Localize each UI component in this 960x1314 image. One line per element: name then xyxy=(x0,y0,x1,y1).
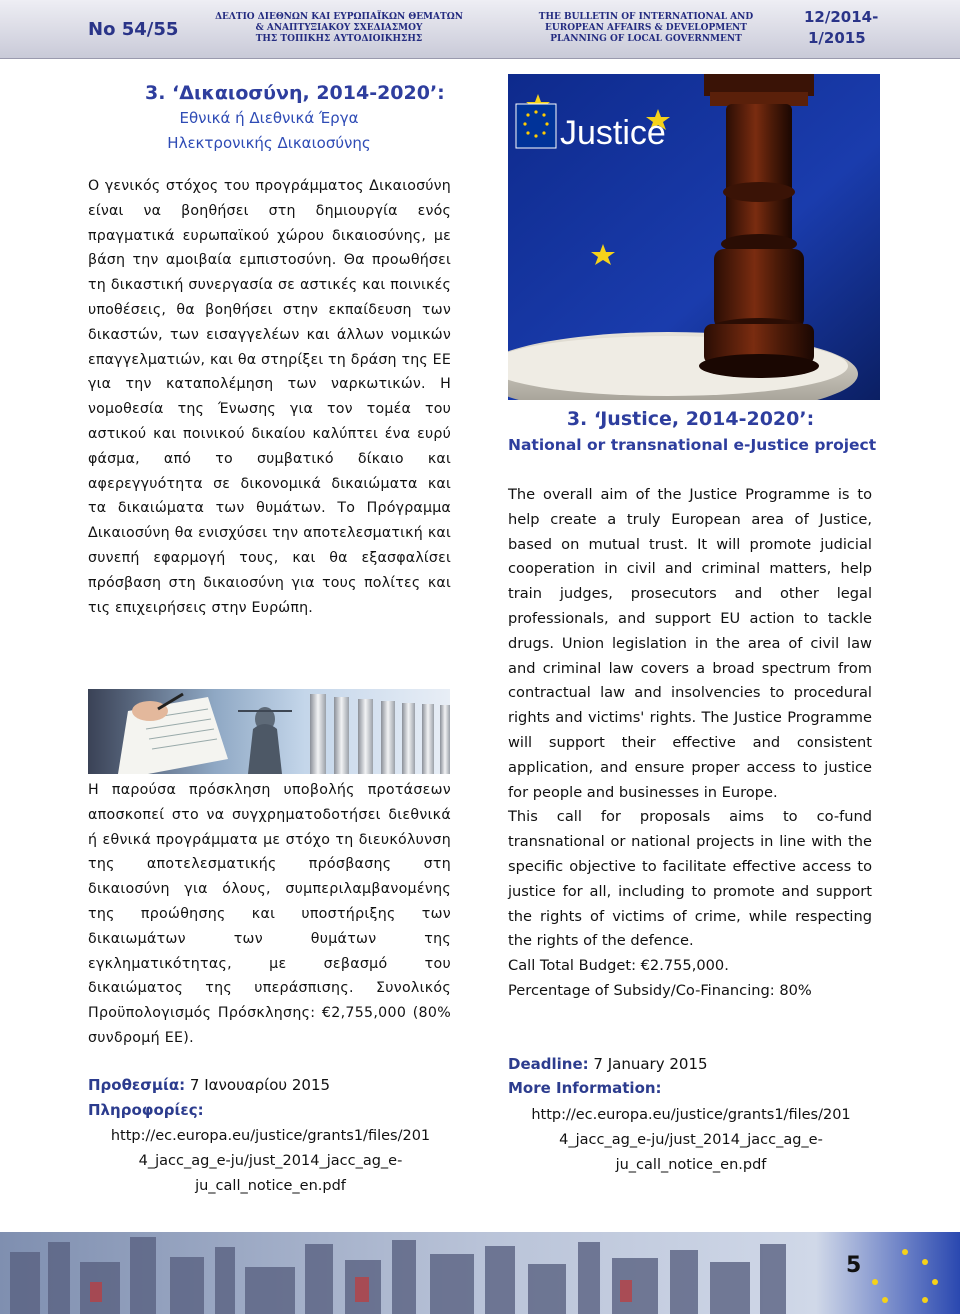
deadline-value: 7 Ιανουαρίου 2015 xyxy=(189,1076,331,1094)
bulletin-title-greek xyxy=(214,12,464,45)
justice-gavel-photo xyxy=(508,74,880,400)
greek-article-subtitle: Ηλεκτρονικής Δικαιοσύνης xyxy=(167,134,371,152)
bulletin-title-english-line: THE BULLETIN OF INTERNATIONAL AND xyxy=(538,12,754,22)
english-deadline xyxy=(508,1055,708,1073)
link-line[interactable]: ju_call_notice_en.pdf xyxy=(195,1178,346,1194)
page-number: 5 xyxy=(846,1253,862,1278)
gavel-illustration xyxy=(508,74,880,400)
justice-columns-illustration xyxy=(88,689,450,774)
greek-body-paragraph: Ο γενικός στόχος του προγράμματος Δικαιοσύνη είναι να βοηθήσει στη δημιουργία ενός πραγματικά ευρωπαϊκού χώρου δικαιοσύνης, με βάση την αμοιβαία εμπιστοσύνη. Θα προωθήσει τη δικαστική συνεργασία σε αστικές και ποινικές υποθέσεις, θα βοηθήσει στην εκπαίδευση των δικαστών, των εισαγγελέων και άλλων νομικών επαγγελματιών, και θα στηρίξει τη δράση της ΕΕ για την καταπολέμηση των ναρκωτικών. Η νομοθεσία της Ένωσης για τον τομέα του αστικού και ποινικού δικαίου καλύπτει ένα ευρύ φάσμα, από το συμβατικό δίκαιο και αφερεγγυότητα σε δικονομικά δικαιώματα και τα δικαιώματα των θυμάτων. Το Πρόγραμμα Δικαιοσύνη θα ενισχύσει την αποτελεσματική και συνεπή εφαρμογή τους, και θα εξασφαλίσει πρόσβαση στη δικαιοσύνη για τους πολίτες και τις επιχειρήσεις στην Ευρώπη. xyxy=(88,178,451,616)
bulletin-title-greek-line: ΔΕΛΤΙΟ ΔΙΕΘΝΩΝ ΚΑΙ ΕΥΡΩΠΑΪΚΩΝ ΘΕΜΑΤΩΝ xyxy=(215,12,463,22)
city-skyline-banner xyxy=(0,1232,960,1314)
bulletin-title-english-line: PLANNING OF LOCAL GOVERNMENT xyxy=(550,34,742,44)
english-budget: Call Total Budget: €2.755,000. xyxy=(508,957,729,975)
justice-logo-text: Justice xyxy=(560,114,666,152)
justice-columns-photo xyxy=(88,689,450,774)
greek-article-title: 3. ‘Δικαιοσύνη, 2014-2020’: xyxy=(145,82,445,104)
english-info-link[interactable] xyxy=(508,1103,874,1178)
issue-date-line2: 1/2015 xyxy=(808,29,866,47)
page-header xyxy=(0,0,960,59)
info-label: More Information: xyxy=(508,1079,662,1097)
link-line[interactable]: 4_jacc_ag_e-ju/just_2014_jacc_ag_e- xyxy=(138,1153,403,1169)
link-line[interactable]: http://ec.europa.eu/justice/grants1/files/201 xyxy=(110,1128,431,1144)
bulletin-title-english-line: EUROPEAN AFFAIRS & DEVELOPMENT xyxy=(545,23,747,33)
deadline-label: Προθεσμία: xyxy=(88,1076,186,1094)
issue-number: No 54/55 xyxy=(88,19,179,40)
english-call-paragraph: This call for proposals aims to co-fund transnational or national projects in line with the specific objective to facilitate effective access to justice for all, including to promote and support the rights of victims of crime, while respecting the rights of the defence. xyxy=(508,808,872,950)
bulletin-title-greek-line: & ΑΝΑΠΤΥΞΙΑΚΟΥ ΣΧΕΔΙΑΣΜΟΥ xyxy=(255,23,423,33)
greek-call-paragraph: Η παρούσα πρόσκληση υποβολής προτάσεων αποσκοπεί στο να συγχρηματοδοτήσει διεθνικά ή εθνικά προγράμματα με στόχο τη διευκόλυνση της αποτελεσματικής πρόσβασης στη δικαιοσύνη για όλους, συμπεριλαμβανομένης της προώθησης και υποστήριξης των δικαιωμάτων των θυμάτων της εγκληματικότητας, με σεβασμό του δικαιώματος της υπεράσπισης. Συνολικός Προϋπολογισμός Πρόσκλησης: €2,755,000 (80% συνδρομή ΕΕ). xyxy=(88,782,451,1046)
english-article-title: 3. ‘Justice, 2014-2020’: xyxy=(566,408,815,430)
english-article-subtitle: National or transnational e-Justice project xyxy=(508,436,877,454)
info-label: Πληροφορίες: xyxy=(88,1101,204,1119)
greek-info-link[interactable] xyxy=(88,1124,453,1199)
deadline-label: Deadline: xyxy=(508,1055,589,1073)
english-body-paragraph: The overall aim of the Justice Programme is to help create a truly European area of Justice, based on mutual trust. It will promote judicial cooperation in civil and criminal matters, help train judges, prosecutors and other legal professionals, and support EU action to tackle drugs. Union legislation in the area of civil law and criminal law covers a broad spectrum from contractual law and insolvencies to procedural rights and victims' rights. The Justice Programme will support their effective and consistent application, and ensure proper access to justice for people and businesses in Europe. xyxy=(508,486,872,801)
english-info xyxy=(508,1079,662,1097)
deadline-value: 7 January 2015 xyxy=(593,1055,708,1073)
issue-date-line1: 12/2014- xyxy=(804,8,879,26)
bulletin-title-greek-line: ΤΗΣ ΤΟΠΙΚΗΣ ΑΥΤΟΔΙΟΙΚΗΣΗΣ xyxy=(255,34,423,44)
english-body xyxy=(508,483,872,1004)
link-line[interactable]: http://ec.europa.eu/justice/grants1/files/201 xyxy=(531,1107,851,1123)
link-line[interactable]: ju_call_notice_en.pdf xyxy=(615,1157,767,1173)
bulletin-title-english xyxy=(536,12,756,45)
greek-deadline xyxy=(88,1076,330,1094)
link-line[interactable]: 4_jacc_ag_e-ju/just_2014_jacc_ag_e- xyxy=(559,1132,823,1148)
footer-banner xyxy=(0,1232,960,1314)
greek-info xyxy=(88,1101,204,1119)
greek-article-subtitle: Εθνικά ή Διεθνικά Έργα xyxy=(179,109,359,127)
english-subsidy: Percentage of Subsidy/Co-Financing: 80% xyxy=(508,981,812,999)
